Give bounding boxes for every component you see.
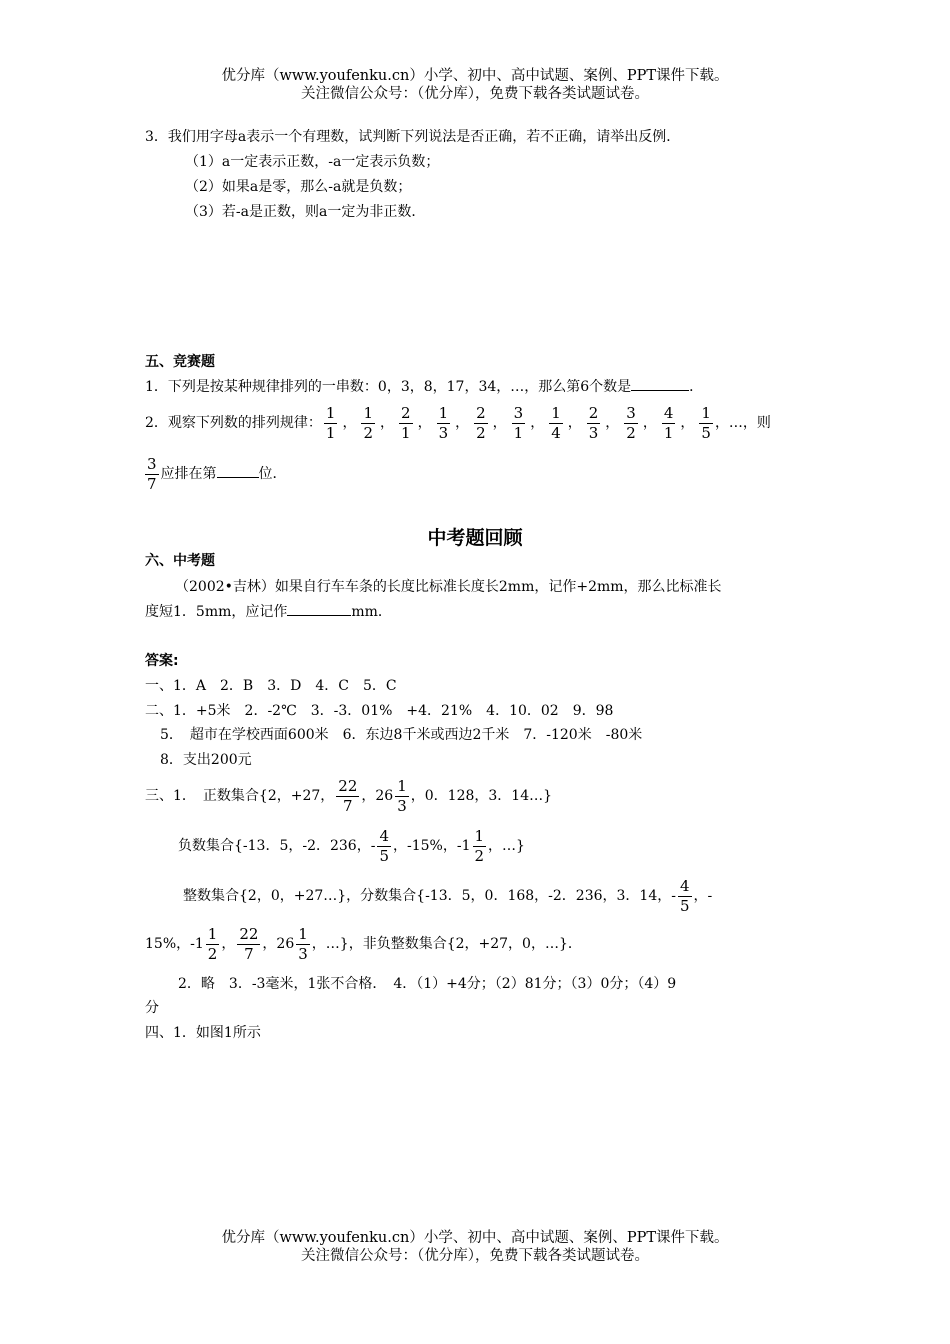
section5-heading: 五、竞赛题: [145, 354, 215, 370]
page-footer-line2: 关注微信公众号：（优分库），免费下载各类试题试卷。: [301, 1248, 649, 1264]
sequence-fraction: $\frac{1}{2}$: [363, 403, 374, 442]
section5-q2-line2: [145, 452, 287, 496]
sequence-fraction: $\frac{1}{5}$: [701, 403, 711, 442]
q3-item-3: （3）若-a是正数，则a一定为非正数．: [185, 204, 426, 220]
answer-blank: [217, 476, 259, 478]
answers-part3-integer: [183, 873, 712, 919]
answers-part4: 四、1．如图1所示: [145, 1025, 261, 1041]
section6-line2: [145, 602, 392, 622]
sequence-separator: ，: [680, 415, 695, 431]
section5-q2-text: 2．观察下列数的排列规律：: [145, 415, 322, 431]
answer-blank: [631, 389, 689, 391]
answers-part3-text: ，-15%，-1: [393, 838, 471, 854]
sequence-separator: ，: [492, 415, 507, 431]
page-header-line1: 优分库（www.youfenku.cn）小学、初中、高中试题、案例、PPT课件下载。: [221, 68, 729, 84]
sequence-fraction: $\frac{3}{1}$: [513, 403, 524, 442]
answers-part2-b: 5． 超市在学校西面600米 6．东边8千米或西边2千米 7．-120米 -80米: [160, 727, 643, 743]
page-header-line2: 关注微信公众号：（优分库），免费下载各类试题试卷。: [301, 86, 649, 102]
answers-part3-positive: [145, 773, 552, 819]
sequence-fraction: $\frac{2}{2}$: [476, 403, 486, 442]
sequence-fraction: $\frac{4}{1}$: [663, 403, 674, 442]
page-title: 中考题回顾: [427, 527, 523, 549]
q3-item-1: （1）a一定表示正数，-a一定表示负数；: [185, 154, 440, 170]
sequence-separator: ，: [417, 415, 432, 431]
section6-line2-end: mm．: [351, 604, 392, 620]
fraction: $\frac{1}{3}$: [298, 924, 308, 963]
sequence-fraction: $\frac{1}{1}$: [325, 403, 336, 442]
answers-part1: 一、1．A 2．B 3．D 4．C 5．C: [145, 678, 397, 694]
section5-q1-text: 1．下列是按某种规律排列的一串数：0，3，8，17，34，…，那么第6个数是: [145, 379, 632, 395]
answers-heading: 答案:: [145, 653, 179, 669]
section5-q1: [145, 377, 703, 397]
q3-item-2: （2）如果a是零，那么-a就是负数；: [185, 179, 412, 195]
answers-part3-text: ，0．128，3．14…}: [410, 788, 553, 804]
answers-part3-text: ，…}: [488, 838, 525, 854]
section5-q1-end: ．: [689, 379, 704, 395]
q3-stem: 3．我们用字母a表示一个有理数，试判断下列说法是否正确，若不正确，请举出反例．: [145, 129, 681, 145]
answers-part3-text: ，…}，非负整数集合{2，+27，0，…}．: [311, 936, 582, 952]
answers-part3-text: ，26: [361, 788, 394, 804]
answers-part2-c: 8．支出200元: [160, 752, 252, 768]
fraction-sequence: [322, 403, 715, 442]
section6-heading: 六、中考题: [145, 553, 215, 569]
answers-part3-2b: 分: [145, 1000, 159, 1016]
fraction: $\frac{4}{5}$: [679, 876, 690, 915]
answers-part3-negative: [178, 823, 525, 869]
section5-q2-line2-text: 应排在第: [160, 466, 217, 482]
answers-part3-text: 负数集合{-13．5，-2．236，-: [178, 838, 376, 854]
answers-part3-fraction: [145, 921, 582, 967]
sequence-fraction: $\frac{2}{3}$: [588, 403, 599, 442]
answers-part3-text: 15%，-1: [145, 936, 204, 952]
fraction: $\frac{1}{3}$: [397, 776, 407, 815]
sequence-separator: ，: [530, 415, 545, 431]
sequence-fraction: $\frac{1}{3}$: [438, 403, 449, 442]
answer-blank: [287, 614, 351, 616]
fraction: $\frac{1}{2}$: [474, 826, 485, 865]
sequence-separator: ，: [642, 415, 657, 431]
sequence-separator: ，: [380, 415, 395, 431]
answers-part3-text: ，-: [693, 888, 713, 904]
answers-part2: 二、1．+5米 2．-2℃ 3．-3．01% +4．21% 4．10．02 9．98: [145, 703, 614, 719]
answers-part3-text: 整数集合{2，0，+27…}，分数集合{-13．5，0．168，-2．236，3．14，-: [183, 888, 676, 904]
fraction: $\frac{22}{7}$: [338, 776, 358, 815]
answers-part3-text: 三、1． 正数集合{2，+27，: [145, 788, 335, 804]
sequence-separator: ，: [342, 415, 357, 431]
answers-part3-text: ，: [221, 936, 236, 952]
section6-line1: （2002•吉林）如果自行车车条的长度比标准长度长2mm，记作+2mm，那么比标准长: [175, 579, 722, 595]
sequence-fraction: $\frac{1}{4}$: [551, 403, 561, 442]
fraction: $\frac{1}{2}$: [207, 924, 218, 963]
section5-q2-tail: ，…，则: [714, 415, 771, 431]
sequence-separator: ，: [455, 415, 470, 431]
sequence-fraction: $\frac{2}{1}$: [401, 403, 411, 442]
sequence-separator: ，: [567, 415, 582, 431]
answers-part3-text: ，26: [262, 936, 295, 952]
fraction: $\frac{4}{5}$: [379, 826, 389, 865]
page-footer-line1: 优分库（www.youfenku.cn）小学、初中、高中试题、案例、PPT课件下载。: [221, 1230, 729, 1246]
fraction: $\frac{3}{7}$: [147, 454, 157, 493]
fraction: $\frac{22}{7}$: [239, 924, 259, 963]
sequence-separator: ，: [605, 415, 620, 431]
section5-q2: [145, 401, 771, 445]
answers-part3-2: 2．略 3．-3毫米，1张不合格． 4．（1）+4分；（2）81分；（3）0分；（4）9: [178, 976, 677, 992]
section6-line2-text: 度短1．5mm，应记作: [145, 604, 288, 620]
section5-q2-line2-end: 位．: [258, 466, 287, 482]
sequence-fraction: $\frac{3}{2}$: [626, 403, 636, 442]
